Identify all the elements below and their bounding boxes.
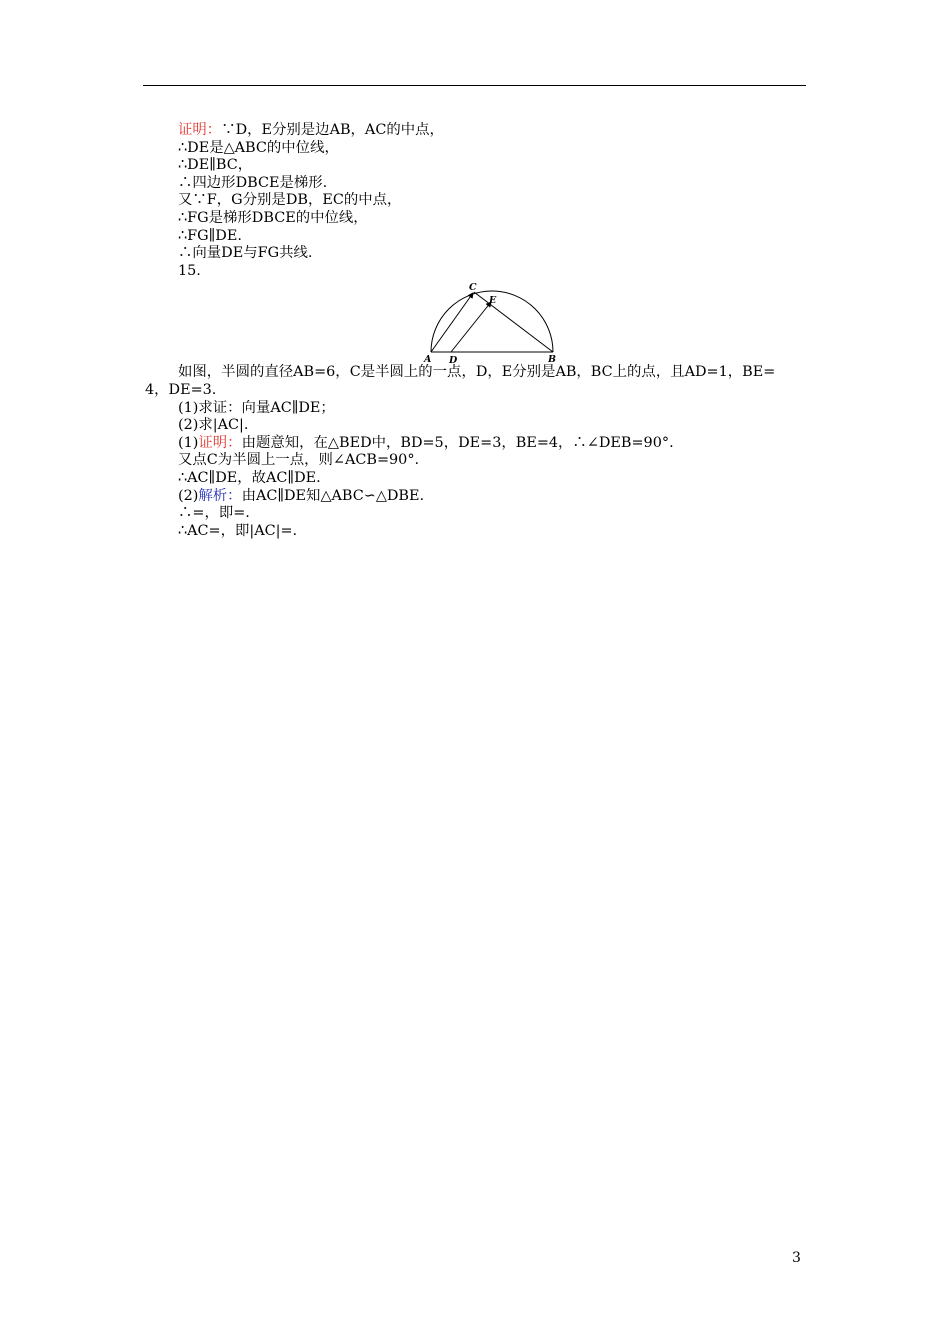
page-number: 3 (792, 1250, 801, 1266)
proof-line: ∴向量DE与FG共线. (178, 245, 313, 262)
solution-line (145, 488, 807, 506)
document-body (145, 122, 807, 540)
label-b: B (548, 354, 557, 365)
question-1: (1)求证：向量AC∥DE； (178, 399, 335, 416)
solution-line: ∴=，即=. (178, 505, 250, 522)
proof-line: ∴FG是梯形DBCE的中位线， (178, 209, 368, 226)
part-number: (2) (178, 487, 199, 504)
solution-line: 又点C为半圆上一点，则∠ACB=90°. (178, 452, 420, 469)
problem-statement: 如图，半圆的直径AB=6，C是半圆上的一点，D，E分别是AB，BC上的点，且AD=1，BE= (178, 364, 776, 381)
label-a: A (424, 354, 432, 365)
problem-statement-cont: 4，DE=3. (145, 381, 217, 398)
vector-ac (431, 293, 473, 352)
solution-text: 由题意知，在△BED中，BD=5，DE=3，BE=4，∴∠DEB=90°. (241, 434, 674, 451)
proof-label: 证明： (198, 434, 242, 451)
chord-bc (474, 292, 553, 352)
solution-line: ∴AC=，即|AC|=. (178, 522, 298, 539)
vector-de (451, 302, 491, 352)
proof-line: 又∵F，G分别是DB，EC的中点， (178, 192, 402, 209)
label-d: D (449, 355, 458, 365)
proof-line: ∴四边形DBCE是梯形. (178, 174, 328, 191)
solution-line (145, 435, 807, 453)
part-number: (1) (178, 434, 199, 451)
proof-line: ∴FG∥DE. (178, 227, 242, 244)
label-c: C (469, 282, 477, 294)
solution-text: 由AC∥DE知△ABC∽△DBE. (241, 487, 425, 504)
analysis-label: 解析： (198, 487, 242, 504)
proof-label: 证明： (178, 122, 222, 138)
semicircle-diagram (417, 280, 557, 364)
header-rule (143, 85, 806, 86)
semicircle-figure (145, 280, 807, 364)
proof-text: ∵D，E分别是边AB，AC的中点， (221, 122, 444, 138)
proof-line: ∴DE是△ABC的中位线， (178, 139, 339, 156)
solution-line: ∴AC∥DE，故AC∥DE. (178, 469, 321, 486)
question-2: (2)求|AC|. (178, 417, 249, 434)
proof-line (145, 122, 807, 140)
proof-line: ∴DE∥BC， (178, 157, 253, 174)
label-e: E (489, 295, 497, 307)
problem-number: 15. (178, 262, 201, 279)
